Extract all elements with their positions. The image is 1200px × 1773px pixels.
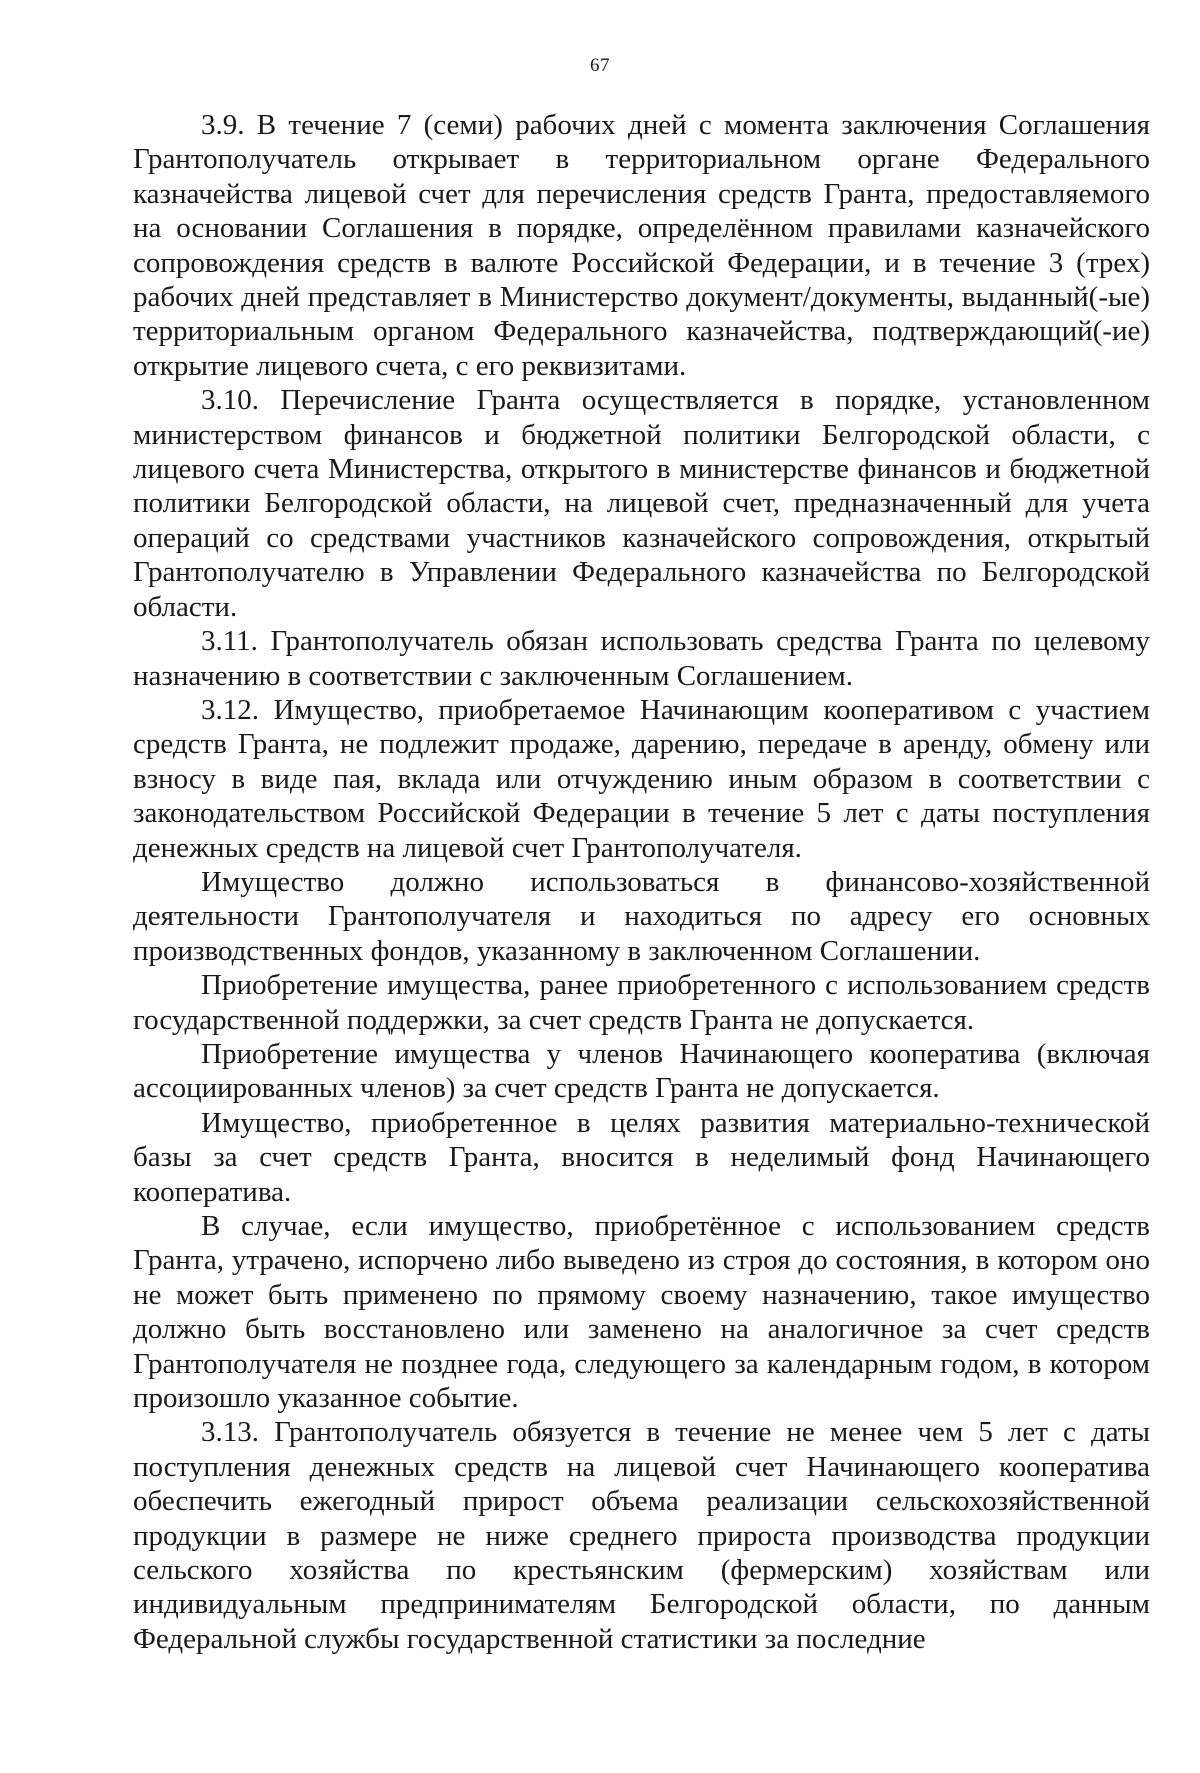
paragraph-3-9: 3.9. В течение 7 (семи) рабочих дней с момента заключения Соглашения Грантополучатель открывает в территориальном органе Федерального казначейства лицевой счет для перечисления средств Гранта, предоставляемого на основании Соглашения в порядке, определённом правилами казначейского сопровождения средств в валюте Российской Федерации, и в течение 3 (трех) рабочих дней представляет в Министерство документ/документы, выданный(-ые) территориальным органом Федерального казначейства, подтверждающий(-ие) открытие лицевого счета, с его реквизитами. (133, 109, 1150, 382)
paragraph-3-11: 3.11. Грантополучатель обязан использовать средства Гранта по целевому назначению в соответствии с заключенным Соглашением. (133, 625, 1150, 692)
paragraph-property-usage: Имущество должно использоваться в финансово-хозяйственной деятельности Грантополучателя и находиться по адресу его основных производственных фондов, указанному в заключенном Соглашении. (133, 865, 1150, 967)
paragraph-3-12: 3.12. Имущество, приобретаемое Начинающим кооперативом с участием средств Гранта, не подлежит продаже, дарению, передаче в аренду, обмену или взносу в виде пая, вклада или отчуждению иным образом в соответствии с законодательством Российской Федерации в течение 5 лет с даты поступления денежных средств на лицевой счет Грантополучателя. (133, 693, 1150, 864)
page-number: 67 (590, 55, 610, 76)
paragraph-property-restoration: В случае, если имущество, приобретённое с использованием средств Гранта, утрачено, испорчено либо выведено из строя до состояния, в котором оно не может быть применено по прямому своему назначению, такое имущество должно быть восстановлено или заменено на аналогичное за счет средств Грантополучателя не позднее года, следующего за календарным годом, в котором произошло указанное событие. (133, 1210, 1150, 1415)
paragraph-3-10: 3.10. Перечисление Гранта осуществляется в порядке, установленном министерством финансов и бюджетной политики Белгородской области, с лицевого счета Министерства, открытого в министерстве финансов и бюджетной политики Белгородской области, на лицевой счет, предназначенный для учета операций со средствами участников казначейского сопровождения, открытый Грантополучателю в Управлении Федерального казначейства по Белгородской области. (133, 384, 1150, 623)
document-body (133, 108, 1150, 1656)
paragraph-3-13: 3.13. Грантополучатель обязуется в течение не менее чем 5 лет с даты поступления денежных средств на лицевой счет Начинающего кооператива обеспечить ежегодный прирост объема реализации сельскохозяйственной продукции в размере не ниже среднего прироста производства продукции сельского хозяйства по крестьянским (фермерским) хозяйствам или индивидуальным предпринимателям Белгородской области, по данным Федеральной службы государственной статистики за последние (133, 1416, 1150, 1655)
paragraph-acquisition-members: Приобретение имущества у членов Начинающего кооператива (включая ассоциированных членов) за счет средств Гранта не допускается. (133, 1037, 1150, 1105)
paragraph-indivisible-fund: Имущество, приобретенное в целях развития материально-технической базы за счет средств Гранта, вносится в неделимый фонд Начинающего кооператива. (133, 1106, 1150, 1208)
paragraph-acquisition-state-support: Приобретение имущества, ранее приобретенного с использованием средств государственной поддержки, за счет средств Гранта не допускается. (133, 969, 1150, 1036)
